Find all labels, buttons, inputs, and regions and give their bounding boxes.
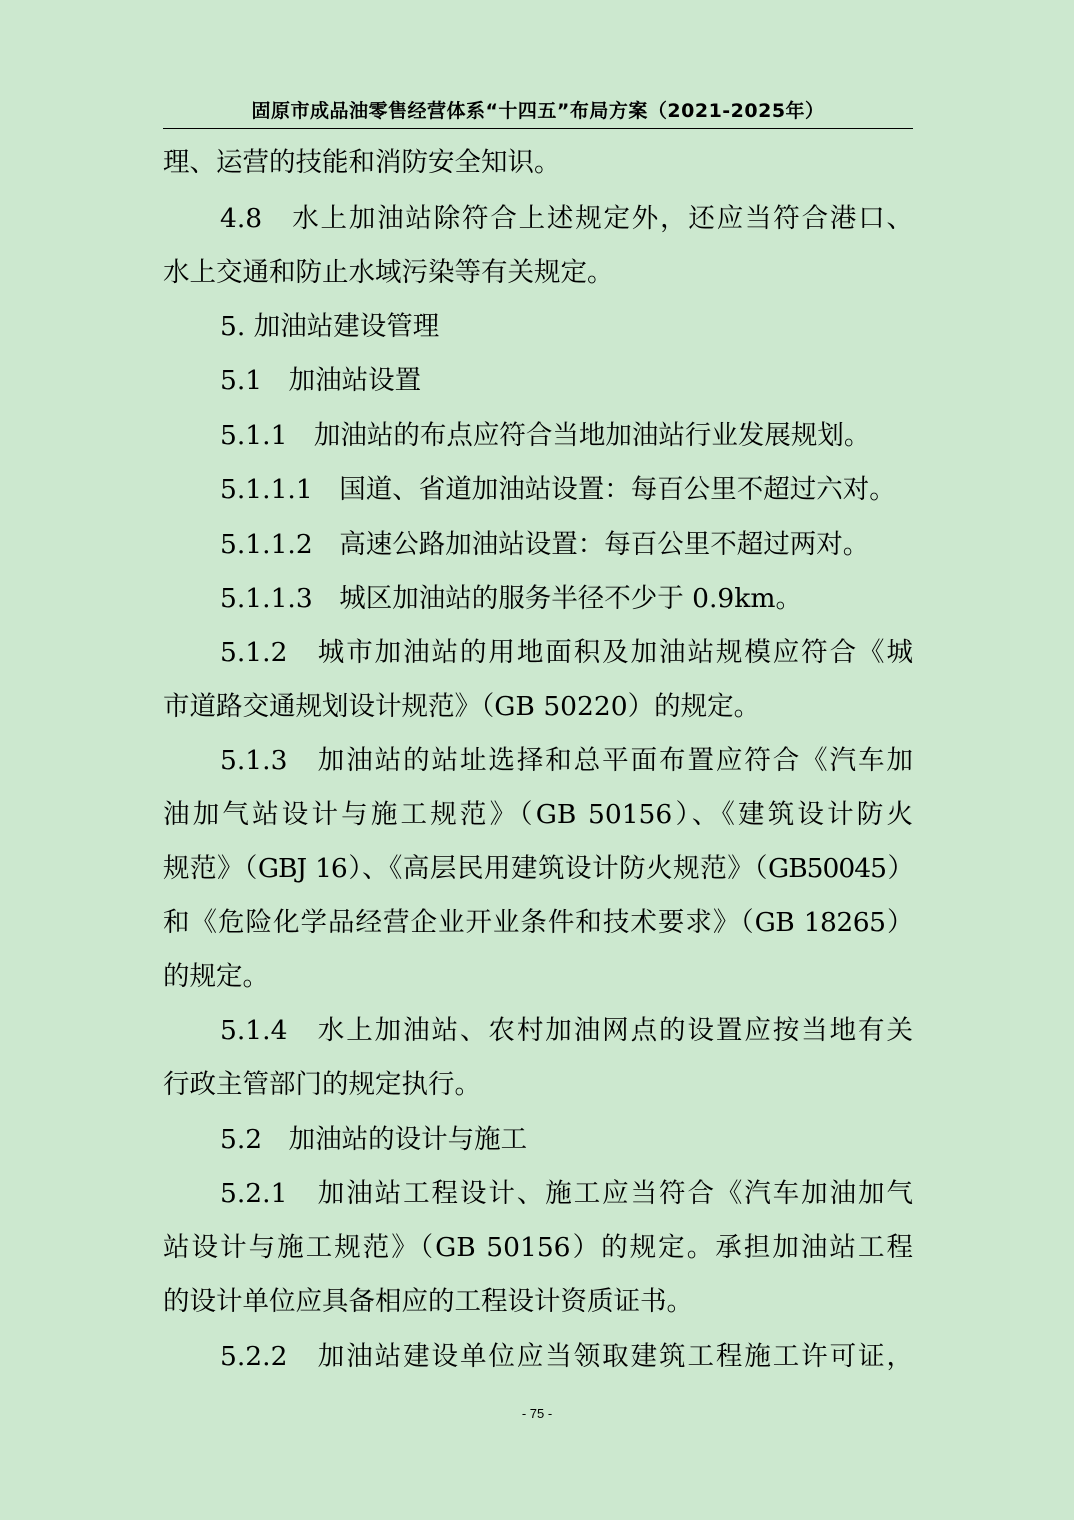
paragraph-line: 理、运营的技能和消防安全知识。 xyxy=(163,147,561,178)
page-number: - 75 - xyxy=(521,1406,553,1421)
paragraph-line: 5.1.4 水上加油站、农村加油网点的设置应按当地有关 xyxy=(220,1015,913,1046)
paragraph-line: 的规定。 xyxy=(163,961,269,992)
paragraph-line: 和《危险化学品经营企业开业条件和技术要求》（GB 18265） xyxy=(163,907,913,938)
paragraph-line: 行政主管部门的规定执行。 xyxy=(163,1069,481,1100)
subsection-heading: 5.2 加油站的设计与施工 xyxy=(220,1124,528,1155)
paragraph-line: 站设计与施工规范》（GB 50156）的规定。承担加油站工程 xyxy=(163,1232,913,1263)
paragraph-line: 5.1.1.3 城区加油站的服务半径不少于 0.9km。 xyxy=(220,583,802,614)
paragraph-line: 的设计单位应具备相应的工程设计资质证书。 xyxy=(163,1286,693,1317)
paragraph-line: 4.8 水上加油站除符合上述规定外，还应当符合港口、 xyxy=(220,203,913,234)
section-heading: 5. 加油站建设管理 xyxy=(220,311,440,342)
paragraph-line: 水上交通和防止水域污染等有关规定。 xyxy=(163,257,614,288)
paragraph-line: 5.1.1.1 国道、省道加油站设置：每百公里不超过六对。 xyxy=(220,474,896,505)
paragraph-line: 5.2.1 加油站工程设计、施工应当符合《汽车加油加气 xyxy=(220,1178,913,1209)
paragraph-line: 5.1.3 加油站的站址选择和总平面布置应符合《汽车加 xyxy=(220,745,913,776)
paragraph-line: 油加气站设计与施工规范》（GB 50156）、《建筑设计防火 xyxy=(163,799,913,830)
paragraph-line: 5.2.2 加油站建设单位应当领取建筑工程施工许可证， xyxy=(220,1341,913,1372)
paragraph-line: 5.1.1.2 高速公路加油站设置：每百公里不超过两对。 xyxy=(220,529,870,560)
paragraph-line: 5.1.1 加油站的布点应符合当地加油站行业发展规划。 xyxy=(220,420,871,451)
subsection-heading: 5.1 加油站设置 xyxy=(220,365,422,396)
header-title: 固原市成品油零售经营体系“十四五”布局方案（2021-2025年） xyxy=(251,100,825,122)
paragraph-line: 市道路交通规划设计规范》（GB 50220）的规定。 xyxy=(163,691,761,722)
page-header xyxy=(163,88,913,129)
paragraph-line: 规范》（GBJ 16）、《高层民用建筑设计防火规范》（GB50045） xyxy=(163,853,913,884)
paragraph-line: 5.1.2 城市加油站的用地面积及加油站规模应符合《城 xyxy=(220,637,913,668)
